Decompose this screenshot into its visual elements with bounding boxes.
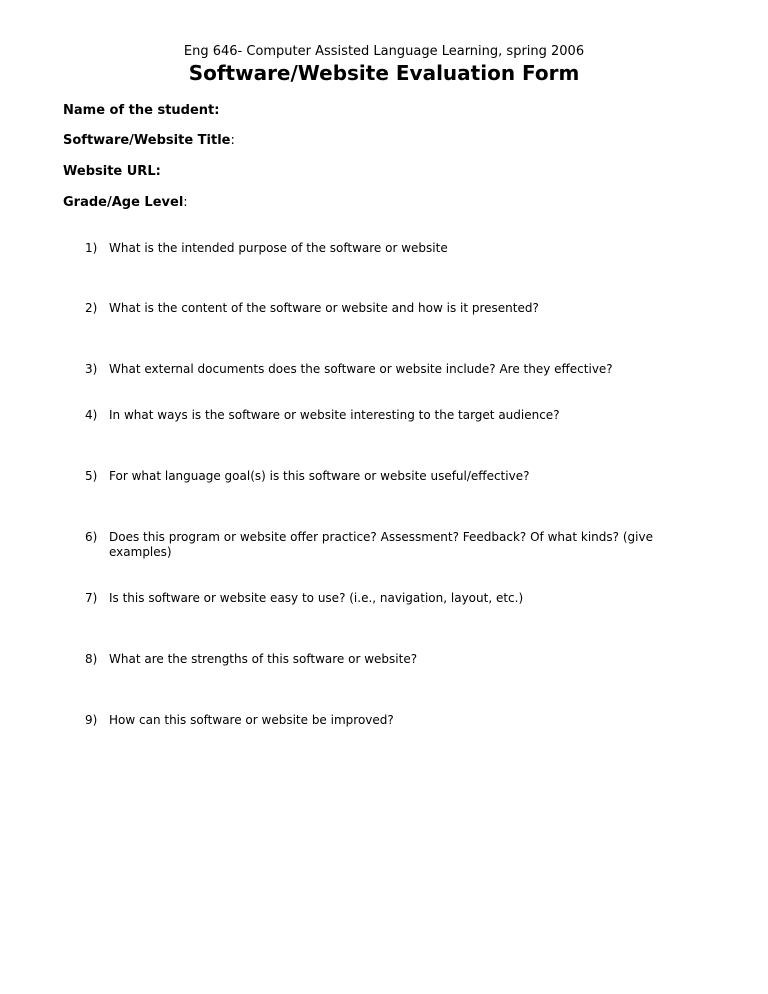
- question-item: [85, 652, 705, 667]
- field-label: Software/Website Title: [63, 133, 231, 148]
- question-number: 7): [85, 591, 98, 605]
- question-text: What are the strengths of this software or website?: [109, 652, 418, 666]
- question-item: [85, 408, 705, 423]
- form-title: Software/Website Evaluation Form: [188, 61, 580, 85]
- question-number: 2): [85, 301, 98, 315]
- field-label: Name of the student:: [63, 103, 220, 118]
- question-number: 8): [85, 652, 98, 666]
- question-text: What external documents does the software or website include? Are they effective?: [109, 362, 613, 376]
- question-item: [85, 301, 705, 316]
- question-number: 1): [85, 241, 98, 255]
- question-text: What is the intended purpose of the software or website: [109, 241, 448, 255]
- question-item: [85, 530, 705, 560]
- question-text: Is this software or website easy to use? (i.e., navigation, layout, etc.): [109, 591, 524, 605]
- field-student-name: [63, 103, 219, 118]
- question-number: 9): [85, 713, 98, 727]
- question-item: [85, 591, 705, 606]
- question-number: 5): [85, 469, 98, 483]
- question-number: 3): [85, 362, 98, 376]
- field-software-title: Software/Website Title:: [63, 133, 235, 148]
- question-number: 4): [85, 408, 98, 422]
- question-item: [85, 241, 705, 256]
- field-website-url: [63, 164, 161, 179]
- question-text: For what language goal(s) is this software or website useful/effective?: [109, 469, 530, 483]
- question-text: In what ways is the software or website interesting to the target audience?: [109, 408, 560, 422]
- question-text: Does this program or website offer practice? Assessment? Feedback? Of what kinds? (give examples): [109, 530, 653, 559]
- question-item: [85, 713, 705, 728]
- course-heading: Eng 646- Computer Assisted Language Learning, spring 2006: [183, 44, 585, 59]
- question-number: 6): [85, 530, 98, 544]
- question-text: What is the content of the software or website and how is it presented?: [109, 301, 539, 315]
- field-label: Website URL:: [63, 164, 161, 179]
- field-label: Grade/Age Level: [63, 195, 184, 210]
- question-text: How can this software or website be improved?: [109, 713, 394, 727]
- field-grade-age-level: Grade/Age Level:: [63, 195, 188, 210]
- question-item: [85, 362, 705, 377]
- question-item: [85, 469, 705, 484]
